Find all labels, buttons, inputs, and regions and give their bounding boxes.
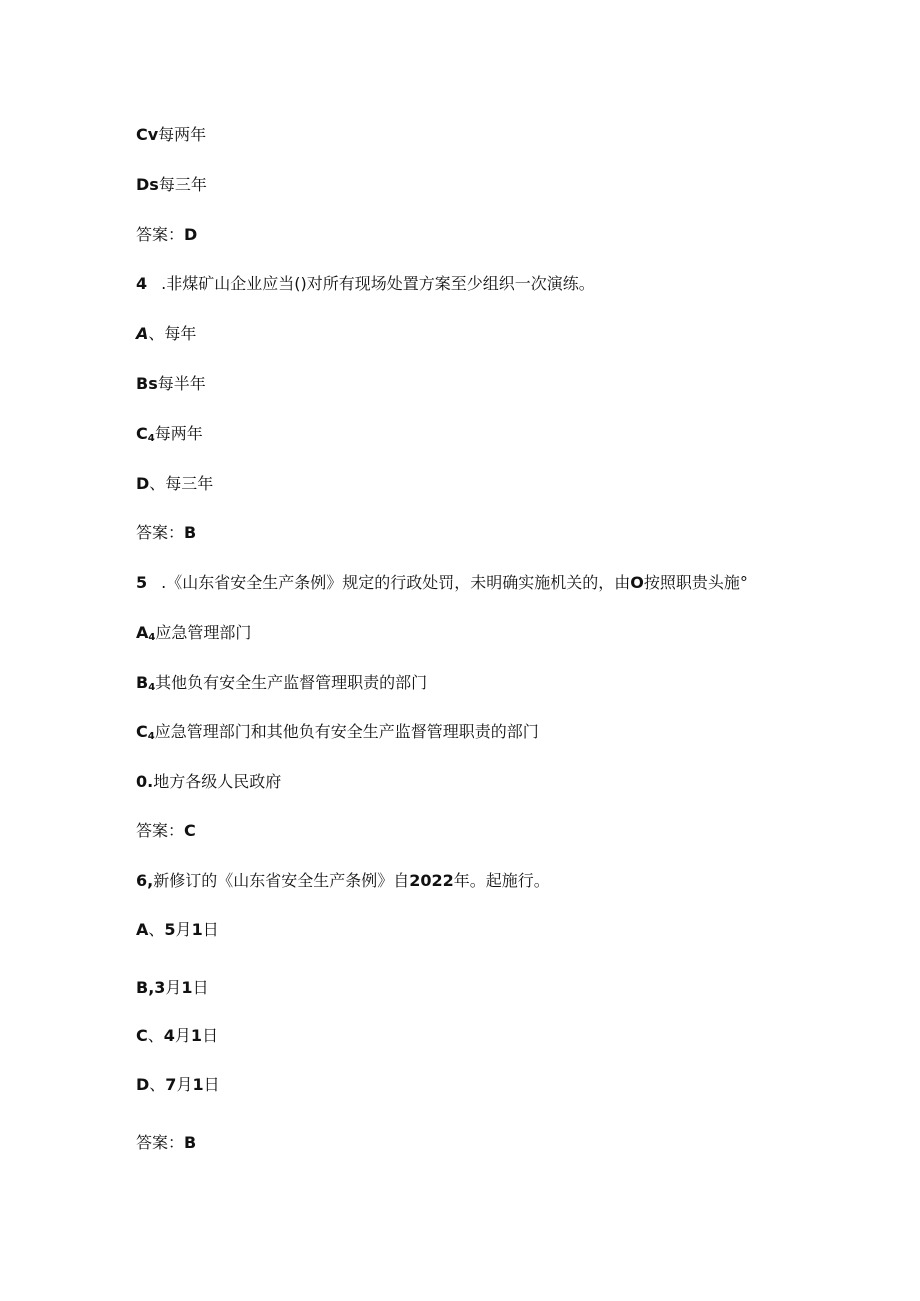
option-month-unit: 月: [165, 978, 182, 997]
option-day-unit: 日: [202, 920, 219, 939]
option-separator: 、: [148, 920, 165, 939]
answer-value: C: [184, 821, 196, 840]
option-day: 1: [191, 920, 203, 939]
option-month: 4: [163, 1026, 175, 1045]
option-text: 其他负有安全生产监督管理职责的部门: [155, 673, 428, 692]
option-month: 5: [164, 920, 176, 939]
option-letter: B,3: [136, 978, 166, 997]
question-text: .非煤矿山企业应当()对所有现场处置方案至少组织一次演练。: [161, 274, 595, 293]
question-text-end: 按照职贵头施°: [643, 573, 748, 592]
option-text: 地方各级人民政府: [153, 772, 282, 791]
answer-value: B: [184, 1133, 197, 1152]
option-month-unit: 月: [174, 1026, 191, 1045]
option-c: [136, 722, 539, 747]
answer-line: [136, 821, 196, 841]
option-letter: B: [136, 673, 149, 692]
option-day: 1: [190, 1026, 203, 1045]
option-c: [136, 424, 203, 449]
question-number: 5: [136, 573, 148, 592]
option-month-unit: 月: [176, 1075, 193, 1094]
option-month: 7: [165, 1075, 177, 1094]
option-text: 应急管理部门: [155, 623, 252, 642]
option-letter: A: [136, 324, 149, 343]
question-6: [136, 871, 550, 891]
option-c: [136, 1026, 218, 1046]
option-d: [136, 175, 207, 195]
option-d: [136, 1075, 220, 1095]
option-letter: C: [136, 722, 148, 741]
question-placeholder: O: [630, 573, 644, 592]
question-4: [136, 274, 595, 294]
question-text: 新修订的《山东省安全生产条例》自: [153, 871, 410, 890]
option-subscript: 4: [148, 632, 156, 643]
option-letter: C: [136, 1026, 148, 1045]
option-c: [136, 125, 206, 145]
option-separator: 、: [149, 1075, 166, 1094]
question-text-end: 年。起施行。: [453, 871, 550, 890]
option-letter: Ds: [136, 175, 159, 194]
option-day-unit: 日: [203, 1075, 220, 1094]
answer-line: [136, 225, 197, 245]
option-letter: Cv: [136, 125, 159, 144]
option-text: 每半年: [157, 374, 206, 393]
option-d: [136, 772, 281, 792]
option-subscript: 4: [147, 731, 155, 742]
option-letter: C: [136, 424, 148, 443]
option-text: 每两年: [158, 125, 207, 144]
question-year: 2022: [409, 871, 454, 890]
question-5: [136, 573, 748, 593]
answer-line: [136, 1133, 196, 1153]
option-letter: D: [136, 1075, 150, 1094]
option-text: 、每年: [148, 324, 197, 343]
answer-label: 答案：: [136, 821, 185, 840]
option-b: [136, 374, 206, 394]
option-day: 1: [192, 1075, 204, 1094]
option-month-unit: 月: [175, 920, 192, 939]
question-number: 6,: [136, 871, 154, 890]
option-day: 1: [181, 978, 193, 997]
option-a: [136, 623, 251, 648]
option-letter: A: [136, 920, 149, 939]
option-letter: 0.: [136, 772, 154, 791]
option-text: 应急管理部门和其他负有安全生产监督管理职责的部门: [154, 722, 539, 741]
question-text: .《山东省安全生产条例》规定的行政处罚，未明确实施机关的，由: [161, 573, 631, 592]
answer-label: 答案：: [136, 523, 185, 542]
option-text: 、每三年: [149, 474, 214, 493]
answer-label: 答案：: [136, 1133, 185, 1152]
option-day-unit: 日: [192, 978, 209, 997]
answer-value: D: [184, 225, 198, 244]
answer-value: B: [184, 523, 197, 542]
option-a: [136, 920, 219, 940]
option-subscript: 4: [147, 433, 155, 444]
question-number: 4: [136, 274, 148, 293]
option-letter: D: [136, 474, 150, 493]
option-day-unit: 日: [202, 1026, 219, 1045]
option-b: [136, 978, 209, 998]
option-separator: 、: [147, 1026, 164, 1045]
option-letter: A: [136, 623, 149, 642]
option-text: 每三年: [158, 175, 207, 194]
option-b: [136, 673, 427, 698]
option-d: [136, 474, 213, 494]
option-subscript: 4: [148, 682, 156, 693]
option-a: [136, 324, 196, 344]
option-text: 每两年: [154, 424, 203, 443]
option-letter: Bs: [136, 374, 158, 393]
answer-line: [136, 523, 196, 543]
answer-label: 答案：: [136, 225, 185, 244]
